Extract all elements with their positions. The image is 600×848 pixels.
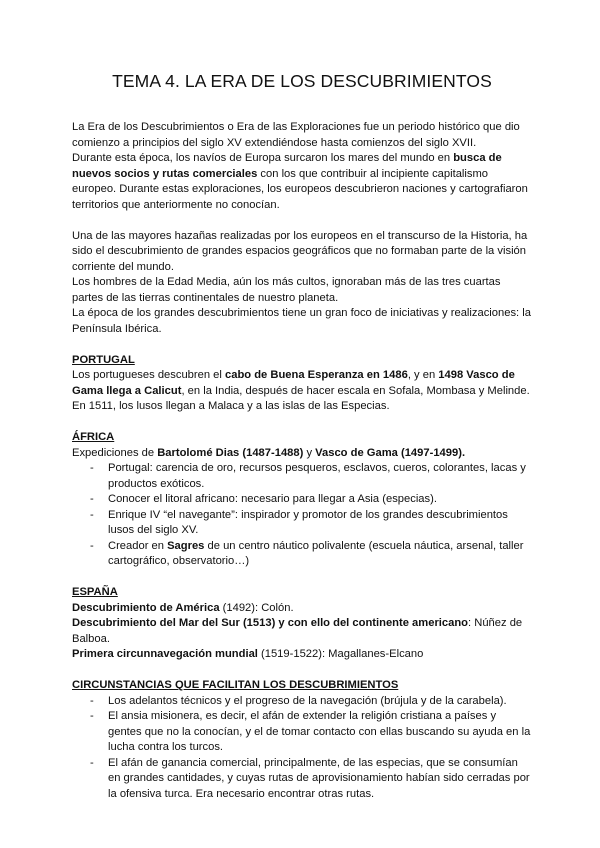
list-item-text: El ansia misionera, es decir, el afán de extender la religión cristiana a países y gentes que no la conocían, y el de tomar contacto con ellas buscando su ayuda en la lucha contra los turcos. bbox=[108, 710, 531, 753]
list-item-text: de un centro náutico polivalente (escuela náutica, arsenal, taller cartográfico, observatorio…) bbox=[108, 539, 524, 567]
list-item-text: Los adelantos técnicos y el progreso de la navegación (brújula y de la carabela). bbox=[108, 694, 507, 707]
espana-text: (1492): Colón. bbox=[219, 601, 294, 614]
dash-marker: - bbox=[90, 710, 94, 722]
dash-marker: - bbox=[90, 462, 94, 474]
africa-paragraph bbox=[72, 446, 532, 462]
list-item-text: Conocer el litoral africano: necesario para llegar a Asia (especias). bbox=[108, 493, 437, 505]
portugal-text: , en la India, después de hacer escala en Sofala, Mombasa y Melinde. En 1511, los lusos llegan a Malaca y a las islas de las Especias. bbox=[72, 384, 530, 412]
list-item bbox=[72, 461, 532, 492]
intro-bold: busca de nuevos socios y rutas comerciales bbox=[72, 152, 502, 180]
espana-bold: Descubrimiento de América bbox=[72, 601, 220, 614]
africa-heading: ÁFRICA bbox=[72, 431, 115, 443]
africa-text: y bbox=[303, 446, 316, 459]
list-item-bold: Sagres bbox=[167, 539, 205, 552]
dash-marker: - bbox=[90, 694, 94, 707]
list-item bbox=[72, 539, 532, 570]
dash-marker: - bbox=[90, 508, 94, 521]
espana-bold: Descubrimiento del Mar del Sur (1513) y con ello del continente americano bbox=[72, 617, 469, 629]
espana-line-3 bbox=[72, 647, 532, 663]
list-item bbox=[72, 694, 532, 710]
espana-section bbox=[72, 585, 532, 663]
list-item-text: Portugal: carencia de oro, recursos pesqueros, esclavos, cueros, colorantes, lacas y productos exóticos. bbox=[108, 462, 526, 490]
intro-section bbox=[72, 120, 532, 337]
intro-text-end: con los que contribuir al incipiente capitalismo europeo. Durante estas exploraciones, los europeos descubrieron naciones y cartografiaron territorios que anteriormente no conocían. bbox=[72, 167, 528, 211]
list-item bbox=[72, 756, 532, 803]
list-item-text: El afán de ganancia comercial, principalmente, de las especias, que se consumían en grandes cantidades, y cuyas rutas de aprovisionamiento habían sido cerradas por la ofensiva turca. Era necesario encontrar otras rutas. bbox=[108, 756, 530, 800]
intro-paragraph-2 bbox=[72, 151, 532, 213]
list-item bbox=[72, 508, 532, 539]
dash-marker: - bbox=[90, 539, 94, 552]
list-item bbox=[72, 492, 532, 508]
espana-heading: ESPAÑA bbox=[72, 586, 118, 598]
espana-line-1 bbox=[72, 601, 532, 617]
portugal-bold: 1498 Vasco de Gama llega a Calicut bbox=[72, 369, 515, 397]
circunstancias-list bbox=[72, 694, 532, 803]
portugal-paragraph bbox=[72, 368, 532, 415]
espana-text: (1519-1522): Magallanes-Elcano bbox=[257, 648, 424, 660]
page-title: TEMA 4. LA ERA DE LOS DESCUBRIMIENTOS bbox=[112, 71, 492, 91]
circunstancias-section bbox=[72, 678, 532, 802]
circunstancias-heading: CIRCUNSTANCIAS QUE FACILITAN LOS DESCUBRIMIENTOS bbox=[72, 679, 399, 691]
intro-paragraph-5: La época de los grandes descubrimientos tiene un gran foco de iniciativas y realizaciones: la Península Ibérica. bbox=[72, 307, 531, 335]
intro-paragraph-3: Una de las mayores hazañas realizadas por los europeos en el transcurso de la Historia, ha sido el descubrimiento de grandes espacios geográficos que no formaban parte de la visión corriente del mundo. bbox=[72, 229, 528, 273]
portugal-section bbox=[72, 353, 532, 415]
intro-paragraph-1: La Era de los Descubrimientos o Era de las Exploraciones fue un periodo histórico que dio comienzo a principios del siglo XV extendiéndose hasta comienzos del siglo XVII. bbox=[72, 121, 520, 149]
dash-marker: - bbox=[90, 756, 94, 769]
portugal-text: Los portugueses descubren el bbox=[72, 369, 225, 381]
espana-line-2 bbox=[72, 616, 532, 647]
africa-bold: Bartolomé Dias (1487-1488) bbox=[157, 446, 304, 459]
portugal-heading: PORTUGAL bbox=[72, 353, 135, 366]
espana-text: : Núñez de Balboa. bbox=[72, 617, 523, 645]
dash-marker: - bbox=[90, 493, 94, 505]
portugal-text: , y en bbox=[407, 369, 439, 381]
africa-section bbox=[72, 430, 532, 570]
document-page bbox=[72, 70, 532, 802]
list-item-text: Creador en bbox=[108, 539, 168, 552]
intro-text: Durante esta época, los navíos de Europa surcaron los mares del mundo en bbox=[72, 152, 454, 164]
africa-list bbox=[72, 461, 532, 570]
list-item bbox=[72, 709, 532, 756]
africa-text: Expediciones de bbox=[72, 446, 158, 459]
espana-bold: Primera circunnavegación mundial bbox=[72, 648, 258, 660]
africa-bold: Vasco de Gama (1497-1499). bbox=[315, 446, 466, 459]
portugal-bold: cabo de Buena Esperanza en 1486 bbox=[225, 369, 408, 381]
list-item-text: Enrique IV “el navegante”: inspirador y promotor de los grandes descubrimientos lusos del siglo XV. bbox=[108, 508, 508, 536]
intro-paragraph-4: Los hombres de la Edad Media, aún los más cultos, ignoraban más de las tres cuartas partes de las tierras continentales de nuestro planeta. bbox=[72, 276, 501, 304]
